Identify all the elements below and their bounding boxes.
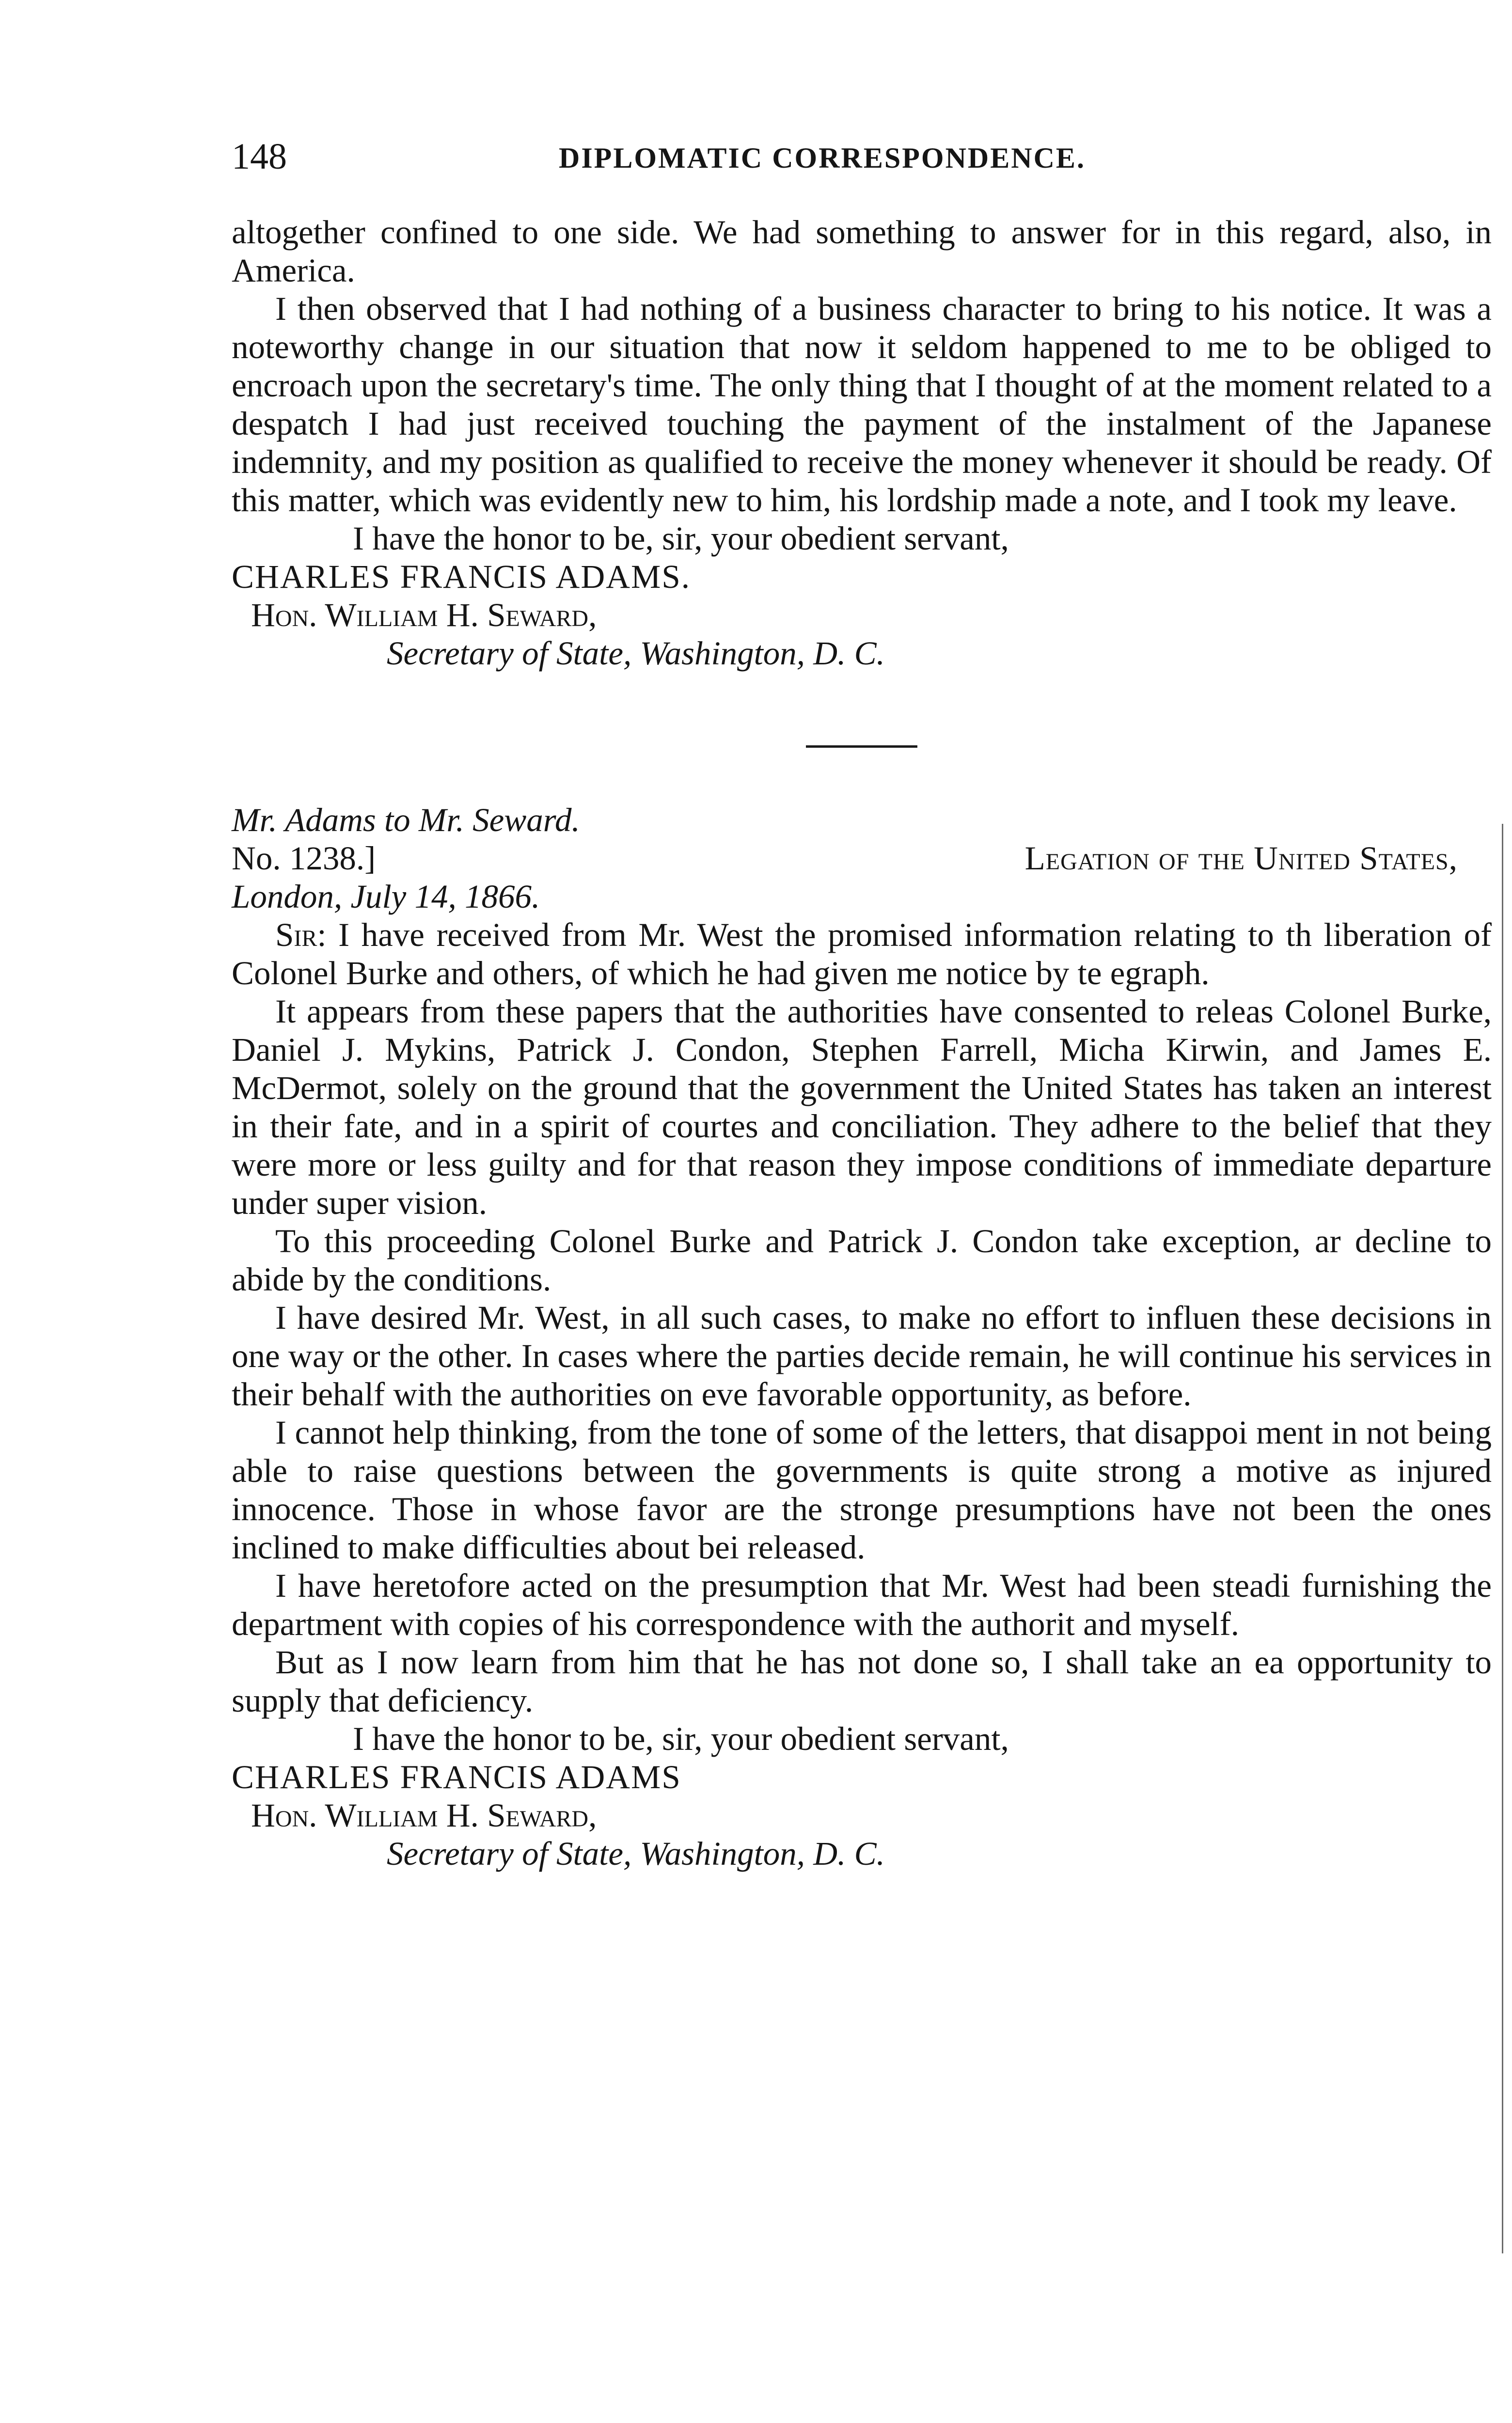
letter1-addressee-name: Hon. William H. Seward, xyxy=(251,597,597,633)
letter2-paragraph: I cannot help thinking, from the tone of some of the letters, that disappoi ment in not being able to raise questions between the governments is quite strong a motive as injured innocence. Those in whose favor are the stronge presumptions have not been the ones inclined to make difficulties about bei released. xyxy=(232,1414,1492,1566)
letter2-paragraph: I have heretofore acted on the presumption that Mr. West had been steadi furnishing the department with copies of his correspondence with the authorit and myself. xyxy=(232,1567,1492,1642)
letter2-salutation: Sir: xyxy=(275,916,327,953)
letter2-addressee-title: Secretary of State, Washington, D. C. xyxy=(387,1835,885,1872)
letter2-paragraph: I have desired Mr. West, in all such cases, to make no effort to influen these decisions in one way or the other. In cases where the parties decide remain, he will continue his services in their behalf with the authorities on eve favorable opportunity, as before. xyxy=(232,1299,1492,1413)
page-number: 148 xyxy=(232,136,287,177)
section-divider xyxy=(806,745,917,748)
page-body xyxy=(232,213,1492,1873)
page-edge-line xyxy=(1502,824,1503,2253)
letter2-signature: CHARLES FRANCIS ADAMS xyxy=(232,1759,681,1795)
letter2-legation: Legation of the United States, xyxy=(1024,840,1458,877)
letter2-closing: I have the honor to be, sir, your obedient servant, xyxy=(353,1720,1009,1757)
letter1-closing: I have the honor to be, sir, your obedient servant, xyxy=(353,520,1009,557)
letter2-paragraph: To this proceeding Colonel Burke and Patrick J. Condon take exception, ar decline to abide by the conditions. xyxy=(232,1223,1492,1298)
letter2-paragraph-text: I have received from Mr. West the promised information relating to th liberation of Colonel Burke and others, of which he had given me notice by te egraph. xyxy=(232,916,1492,991)
letter1-signature: CHARLES FRANCIS ADAMS. xyxy=(232,558,691,595)
letter2-header-row xyxy=(232,839,1492,878)
letter2-paragraph: But as I now learn from him that he has not done so, I shall take an ea opportunity to supply that deficiency. xyxy=(232,1644,1492,1719)
letter2-heading: Mr. Adams to Mr. Seward. xyxy=(232,802,580,838)
letter1-paragraph: altogether confined to one side. We had something to answer for in this regard, also, in America. xyxy=(232,214,1492,289)
letter2-addressee-name: Hon. William H. Seward, xyxy=(251,1797,597,1834)
page-header xyxy=(232,135,1492,178)
letter2-place-date xyxy=(232,878,1492,916)
letter1-paragraph: I then observed that I had nothing of a business character to bring to his notice. It was a noteworthy change in our situation that now it seldom happened to me to be obliged to encroach upon the secretary's time. The only thing that I thought of at the moment related to a despatch I had just received touching the payment of the instalment of the Japanese indemnity, and my position as qualified to receive the money whenever it should be ready. Of this matter, which was evidently new to him, his lordship made a note, and I took my leave. xyxy=(232,290,1492,519)
letter1-addressee-title: Secretary of State, Washington, D. C. xyxy=(387,635,885,672)
letter2-number: No. 1238.] xyxy=(232,840,376,877)
running-head: DIPLOMATIC CORRESPONDENCE. xyxy=(559,142,1086,174)
letter2-place-date-text: London, July 14, 1866. xyxy=(232,878,540,915)
letter2-paragraph: It appears from these papers that the authorities have consented to releas Colonel Burke, Daniel J. Mykins, Patrick J. Condon, Stephen Farrell, Micha Kirwin, and James E. McDermot, solely on the ground that the government the United States has taken an interest in their fate, and in a spirit of courtes and conciliation. They adhere to the belief that they were more or less guilty and for that reason they impose conditions of immediate departure under super vision. xyxy=(232,993,1492,1221)
letter2-paragraph xyxy=(232,916,1492,992)
